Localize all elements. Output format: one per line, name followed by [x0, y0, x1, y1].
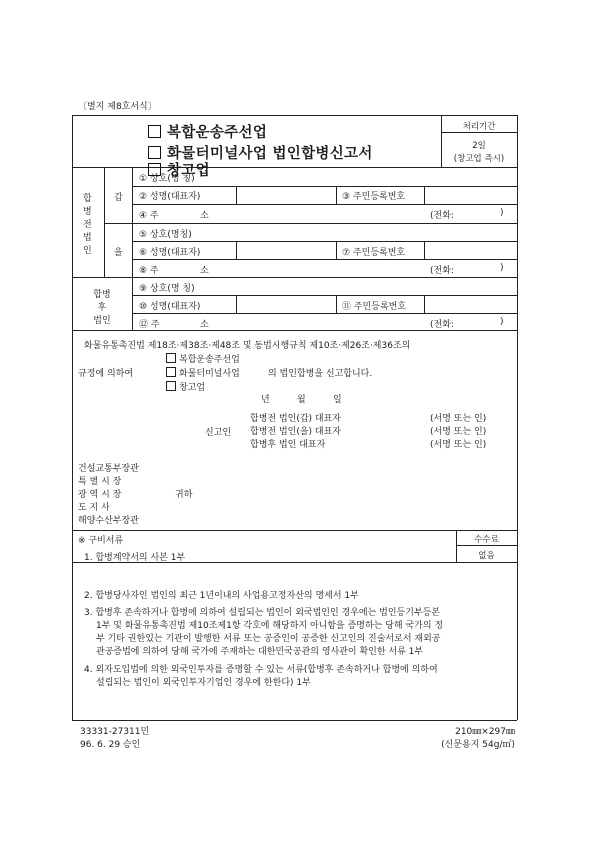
signer-a-sign: (서명 또는 인)	[430, 414, 487, 424]
recipient-5: 해양수산부장관	[78, 516, 139, 526]
signer-b-role: 합병전 법인(을) 대표자	[250, 427, 341, 437]
party-a-label: 갑	[114, 193, 123, 203]
date-month: 월	[297, 395, 306, 405]
honorific: 귀하	[175, 490, 193, 500]
party-b-rep-field[interactable]	[240, 244, 332, 258]
party-a-name-field[interactable]	[240, 170, 510, 184]
checkbox[interactable]	[148, 146, 161, 159]
recipient-2: 특 별 시 장	[78, 477, 122, 487]
signer-after-sign: (서명 또는 인)	[430, 440, 487, 450]
fee-value: 없음	[478, 551, 495, 561]
signer-after-role: 합병후 법인 대표자	[250, 440, 326, 450]
document-item-4-line-2: 설립되는 법인이 외국인투자기업인 경우에 한한다) 1부	[96, 678, 311, 688]
before-merger-label-3: 전	[83, 220, 92, 230]
title-option-1[interactable]: 복합운송주선업	[148, 121, 267, 142]
party-b-rep-label: ⑥ 성명(대표자)	[139, 248, 201, 258]
checkbox[interactable]	[166, 367, 176, 377]
recipient-3: 광 역 시 장	[78, 490, 122, 500]
checkbox[interactable]	[148, 125, 161, 138]
law-reference: 화물유통촉진법 제18조·제38조·제48조 및 동법시행규칙 제10조·제26조·제36조의	[84, 341, 411, 351]
recipient-4: 도 지 사	[78, 503, 110, 513]
date-day: 일	[333, 395, 342, 405]
after-phone: (전화:	[430, 320, 454, 330]
after-reg-label: ⑪ 주민등록번호	[342, 302, 407, 312]
form-code: 33331-27311민	[80, 727, 150, 737]
party-b-phone: (전화:	[430, 266, 454, 276]
after-name-field[interactable]	[240, 280, 510, 294]
declare-option-1[interactable]: 복합운송주선업	[166, 352, 240, 365]
after-name-label: ⑨ 상호(명 칭)	[139, 284, 195, 294]
party-b-addr-label-2: 소	[200, 266, 209, 276]
document-item-3-line-2: 1부 및 화물유통촉진법 제10조제1항 각호에 해당하지 아니함을 증명하는 당해 국가의 정	[96, 621, 444, 631]
party-a-phone: (전화:	[430, 211, 454, 221]
party-b-label: 을	[114, 248, 123, 258]
party-b-phone-end: )	[500, 263, 504, 273]
recipient-1: 건설교통부장관	[78, 464, 139, 474]
signer-a-role: 합병전 법인(갑) 대표자	[250, 414, 341, 424]
party-b-name-field[interactable]	[240, 226, 510, 240]
party-b-name-label: ⑤ 상호(명칭)	[139, 230, 192, 240]
party-b-reg-label: ⑦ 주민등록번호	[342, 248, 406, 258]
title-option-3-clip	[140, 162, 320, 179]
before-merger-label-5: 인	[83, 246, 92, 256]
title-option-3[interactable]: 창고업	[148, 159, 210, 180]
party-a-addr-label-2: 소	[200, 211, 209, 221]
before-merger-label-2: 병	[83, 207, 92, 217]
declare-option-3[interactable]: 창고업	[166, 380, 205, 393]
date-year: 년	[261, 395, 270, 405]
after-addr-field[interactable]	[240, 316, 420, 330]
party-b-reg-field[interactable]	[428, 244, 514, 258]
after-merger-label-1: 합병	[93, 290, 111, 300]
document-item-3-line-3: 부 기타 권한있는 기관이 발행한 서류 또는 공증인이 공증한 신고인의 진술서로서 재외공	[96, 634, 441, 644]
after-addr-label: ⑫ 주	[139, 320, 160, 330]
party-a-phone-end: )	[500, 208, 504, 218]
declare-prefix: 규정에 의하여	[78, 369, 134, 379]
party-a-rep-label: ② 성명(대표자)	[139, 192, 201, 202]
declarant-label: 신고인	[205, 428, 232, 438]
after-rep-label: ⑩ 성명(대표자)	[139, 302, 201, 312]
paper-type: (신문용지 54g/㎡)	[441, 740, 515, 750]
checkbox[interactable]	[166, 381, 176, 391]
after-merger-label-2: 후	[97, 303, 107, 313]
after-reg-field[interactable]	[428, 298, 514, 312]
documents-header: ※ 구비서류	[78, 536, 124, 546]
after-addr-label-2: 소	[200, 320, 209, 330]
party-a-reg-field[interactable]	[428, 188, 514, 202]
document-item-3-line-1: 3. 합병후 존속하거나 합병에 의하여 설립되는 법인이 외국법인인 경우에는 법인등기부등본	[84, 608, 441, 618]
after-rep-field[interactable]	[240, 298, 332, 312]
party-b-addr-field[interactable]	[240, 262, 420, 276]
before-merger-label-1: 합	[83, 194, 92, 204]
processing-header: 처리기간	[462, 122, 496, 132]
declare-suffix: 의 법인합병을 신고합니다.	[268, 369, 373, 379]
party-a-reg-label: ③ 주민등록번호	[342, 192, 406, 202]
form-label: 〔별지 제8호서식〕	[78, 102, 157, 112]
after-merger-label-3: 법인	[93, 316, 111, 326]
party-a-addr-label: ④ 주	[139, 211, 159, 221]
after-phone-end: )	[500, 317, 504, 327]
approval-date: 96. 6. 29 승인	[80, 740, 141, 750]
party-b-addr-label: ⑧ 주	[139, 266, 159, 276]
title-option-2[interactable]: 화물터미널사업 법인합병신고서	[148, 142, 373, 163]
paper-size: 210㎜×297㎜	[455, 727, 515, 737]
processing-days: 2일	[472, 141, 486, 151]
document-item-1: 1. 합병계약서의 사본 1부	[84, 553, 186, 563]
document-item-3-line-4: 관공증법에 의하여 당해 국가에 주재하는 대한민국공관의 영사관이 확인한 서류 1부	[96, 647, 424, 657]
before-merger-label-4: 법	[83, 233, 92, 243]
signer-b-sign: (서명 또는 인)	[430, 427, 487, 437]
party-a-rep-field[interactable]	[240, 188, 332, 202]
checkbox[interactable]	[166, 353, 176, 363]
fee-header: 수수료	[474, 535, 499, 545]
declare-option-2[interactable]: 화물터미널사업	[166, 366, 240, 379]
processing-note: (창고업 즉시)	[453, 154, 505, 164]
party-a-addr-field[interactable]	[240, 207, 420, 221]
document-item-4-line-1: 4. 외자도입법에 의한 외국인투자를 증명할 수 있는 서류(합병후 존속하거나 합병에 의하여	[84, 665, 438, 675]
party-a-name-label: ① 상호(명 칭)	[139, 174, 195, 184]
document-item-2: 2. 합병당사자인 법인의 최근 1년이내의 사업용고정자산의 명세서 1부	[84, 591, 359, 601]
